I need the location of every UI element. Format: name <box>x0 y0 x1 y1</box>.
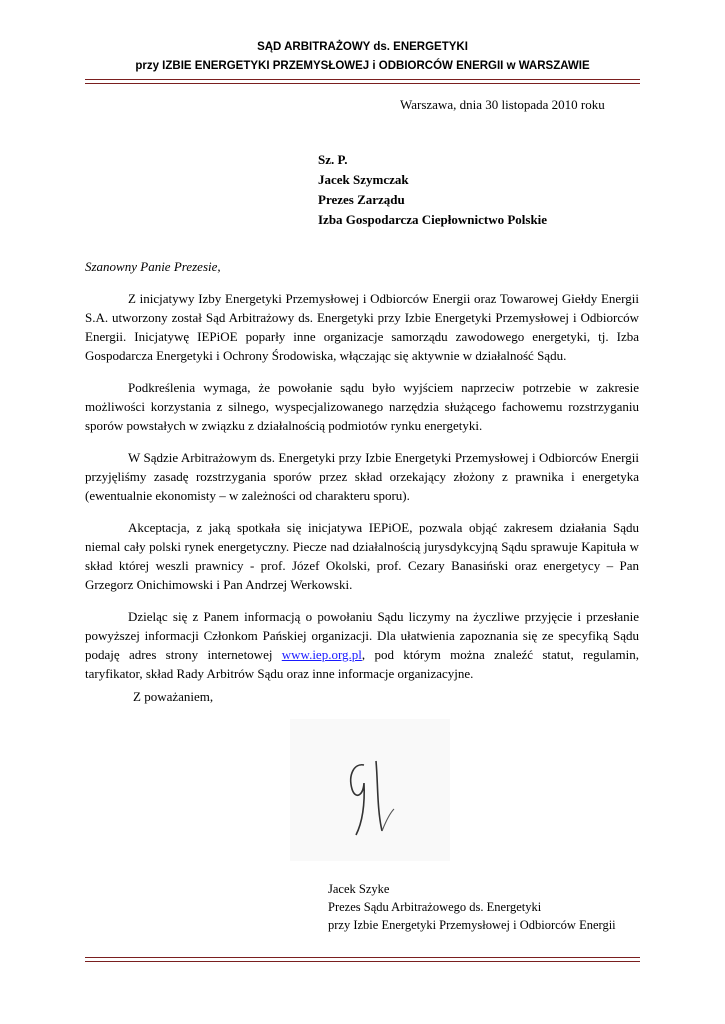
recipient-name: Jacek Szymczak <box>318 172 409 187</box>
website-link[interactable]: www.iep.org.pl <box>281 647 362 662</box>
recipient-block <box>318 150 547 230</box>
paragraph-2: Podkreślenia wymaga, że powołanie sądu było wyjściem naprzeciw potrzebie w zakresie możliwości korzystania z silnego, wyspecjalizowanego narzędzia służącego fachowemu rozstrzyganiu sporów powstałych w związku z działalnością podmiotów rynku energetyki. <box>85 380 639 433</box>
handwritten-signature <box>286 713 454 868</box>
letterhead-title: SĄD ARBITRAŻOWY ds. ENERGETYKI <box>257 41 468 53</box>
closing: Z poważaniem, <box>133 689 214 704</box>
signer-organization: przy Izbie Energetyki Przemysłowej i Odbiorców Energii <box>328 918 616 932</box>
recipient-prefix: Sz. P. <box>318 152 348 167</box>
paragraph-5-text-end: , pod którym można znaleźć statut, regulamin, taryfikator, skład Rady Arbitrów Sądu oraz inne informacje organizacyjne. <box>85 647 639 681</box>
salutation: Szanowny Panie Prezesie, <box>85 259 221 274</box>
paragraph-1: Z inicjatywy Izby Energetyki Przemysłowej i Odbiorców Energii oraz Towarowej Giełdy Energii S.A. utworzony został Sąd Arbitrażowy ds. Energetyki przy Izbie Energetyki Przemysłowej i Odbiorców Energii. Inicjatywę IEPiOE poparły inne organizacje samorządu zawodowego energetyki, tj. Izba Gospodarcza Energetyki i Ochrony Środowiska, włączając się aktywnie w działalność Sądu. <box>85 291 639 363</box>
paragraph-5 <box>85 607 639 683</box>
letter-body <box>85 289 639 696</box>
recipient-position: Prezes Zarządu <box>318 192 405 207</box>
paragraph-4: Akceptacja, z jaką spotkała się inicjatywa IEPiOE, pozwala objąć zakresem działania Sądu niemal cały polski rynek energetyczny. Piecze nad działalnością jurysdykcyjną Sądu sprawuje Kapituła w skład której weszli prawnicy - prof. Józef Okolski, prof. Cezary Banasiński oraz energetycy – Pan Grzegorz Onichimowski i Pan Andrzej Werkowski. <box>85 520 639 592</box>
signer-name: Jacek Szyke <box>328 882 390 896</box>
footer-rule <box>85 957 640 962</box>
letter-date: Warszawa, dnia 30 listopada 2010 roku <box>400 97 605 112</box>
paragraph-3: W Sądzie Arbitrażowym ds. Energetyki przy Izbie Energetyki Przemysłowej i Odbiorców Energii przyjęliśmy zasadę rozstrzygania sporów przez skład orzekający złożony z prawnika i energetyka (ewentualnie ekonomisty – w zależności od charakteru sporu). <box>85 450 639 503</box>
letterhead-subtitle: przy IZBIE ENERGETYKI PRZEMYSŁOWEJ i ODBIORCÓW ENERGII w WARSZAWIE <box>135 60 590 72</box>
header-rule <box>85 79 640 84</box>
signer-title: Prezes Sądu Arbitrażowego ds. Energetyki <box>328 900 542 914</box>
signer-block <box>328 880 616 934</box>
paragraph-5-text-start: Dzieląc się z Panem informacją o powołaniu Sądu liczymy na życzliwe przyjęcie i przesłanie powyższej informacji Członkom Pańskiej organizacji. Dla ułatwienia zapoznania się ze specyfiką Sądu podaję adres strony internetowej <box>85 609 639 662</box>
recipient-organization: Izba Gospodarcza Ciepłownictwo Polskie <box>318 212 548 227</box>
